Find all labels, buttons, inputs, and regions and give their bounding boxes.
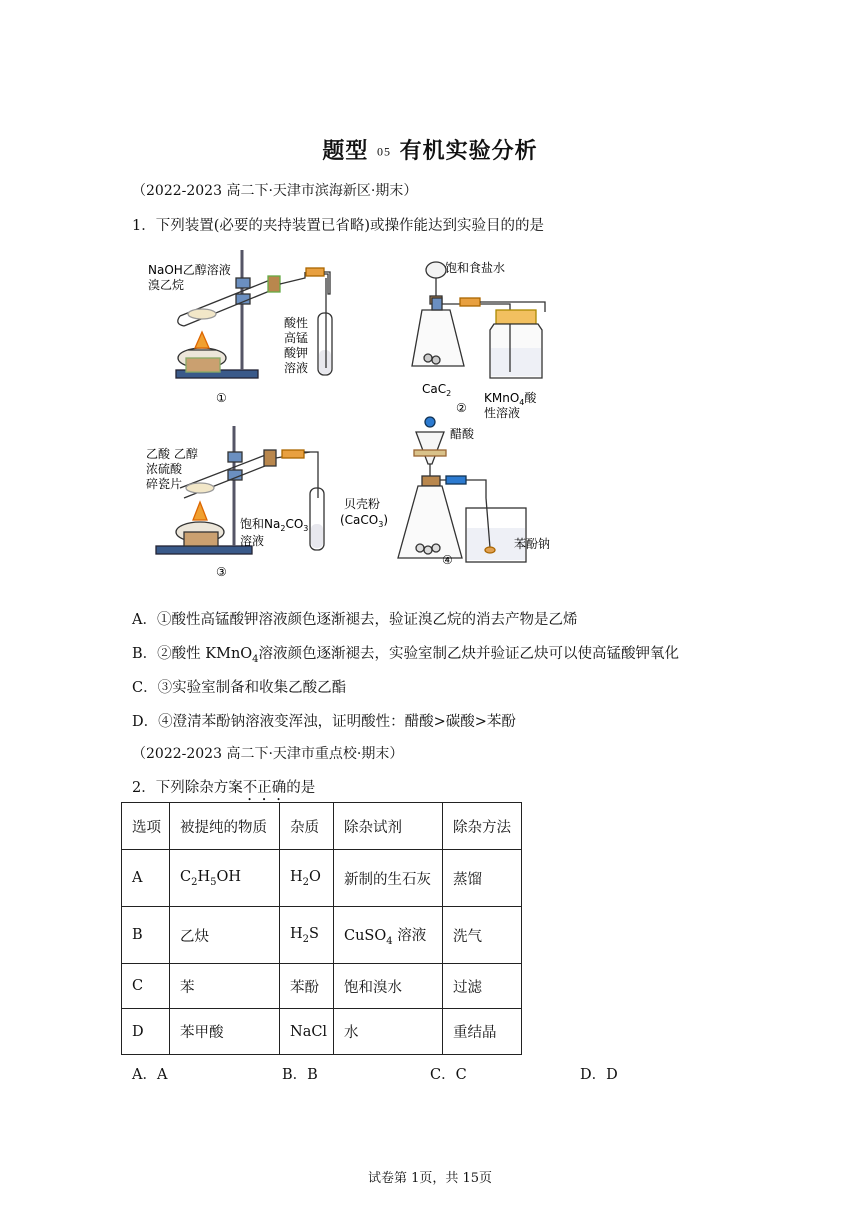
d1-label-6: 溶液 (284, 361, 309, 375)
table-cell: B (122, 907, 170, 964)
q2-answer-b: B．B (282, 1067, 318, 1083)
d2-label-1: 饱和食盐水 (445, 261, 506, 275)
d4-mark: ④ (442, 553, 453, 567)
q1-option-c: C．③实验室制备和收集乙酸乙酯 (132, 680, 347, 696)
table-header: 被提纯的物质 (170, 803, 280, 850)
table-row (122, 907, 522, 964)
table-cell: 蒸馏 (443, 850, 522, 907)
d4-label-3: (CaCO$_3$) (340, 513, 389, 529)
table-row (122, 964, 522, 1009)
d4-label-1: 醋酸 (450, 427, 475, 441)
table-header: 杂质 (280, 803, 334, 850)
table-cell: 苯 (170, 964, 280, 1009)
q2-answer-d: D．D (580, 1067, 618, 1083)
table-cell: 苯酚 (280, 964, 334, 1009)
table-header: 选项 (122, 803, 170, 850)
table-cell: $C_2H_5OH$ (170, 850, 280, 907)
d1-label-4: 高锰 (284, 331, 309, 345)
d1-label-5: 酸钾 (284, 346, 309, 360)
table-row (122, 1009, 522, 1055)
diagram-2 (412, 262, 545, 378)
d3-mark: ③ (216, 565, 227, 579)
table-header: 除杂方法 (443, 803, 522, 850)
d3-label-4: 饱和$Na_2CO_3$ (240, 517, 309, 533)
d2-mark: ② (456, 401, 467, 415)
table-header: 除杂试剂 (334, 803, 443, 850)
table-cell: CuSO$_4$ 溶液 (334, 907, 443, 964)
table-cell: 苯甲酸 (170, 1009, 280, 1055)
table-cell: $H_2S$ (280, 907, 334, 964)
d1-label-2: 溴乙烷 (148, 278, 185, 292)
q2-stem-emphasis: 不正确 (242, 780, 287, 796)
table-cell: NaCl (280, 1009, 334, 1055)
title-number: 05 (377, 144, 391, 159)
d2-label-2: CaC$_2$ (422, 382, 452, 398)
q2-source: （2022-2023 高二下·天津市重点校·期末） (132, 746, 404, 762)
q1-option-b: B．②酸性 KMnO$_4$溶液颜色逐渐褪去，实验室制乙炔并验证乙炔可以使高锰酸钾氧化 (132, 646, 680, 665)
d4-label-2: 贝壳粉 (344, 497, 381, 511)
d2-label-4: 性溶液 (484, 406, 521, 420)
table-cell: D (122, 1009, 170, 1055)
table-cell: 洗气 (443, 907, 522, 964)
table-cell: 新制的生石灰 (334, 850, 443, 907)
table-cell: A (122, 850, 170, 907)
d4-label-4: 苯酚钠 (514, 537, 551, 551)
d2-label-3: KMnO$_4$酸 (484, 391, 537, 407)
table-cell: C (122, 964, 170, 1009)
table-cell: 过滤 (443, 964, 522, 1009)
d3-label-5: 溶液 (240, 534, 265, 548)
table-cell: 水 (334, 1009, 443, 1055)
q1-option-d: D．④澄清苯酚钠溶液变浑浊，证明酸性：醋酸>碳酸>苯酚 (132, 714, 516, 730)
q2-table (121, 802, 522, 1055)
d3-label-2: 浓硫酸 (146, 462, 183, 476)
table-cell: 重结晶 (443, 1009, 522, 1055)
d1-label-3: 酸性 (284, 316, 309, 330)
table-cell: 乙炔 (170, 907, 280, 964)
d3-label-3: 碎瓷片 (146, 477, 183, 491)
title-prefix: 题型 (322, 139, 369, 164)
d1-label-1: NaOH乙醇溶液 (148, 263, 231, 277)
apparatus-figure (140, 238, 570, 579)
table-cell: $H_2O$ (280, 850, 334, 907)
q1-source: （2022-2023 高二下·天津市滨海新区·期末） (132, 183, 418, 199)
q2-stem: 2．下列除杂方案不正确的是 (132, 780, 316, 796)
d1-mark: ① (216, 391, 227, 405)
q2-answer-c: C．C (430, 1067, 467, 1083)
title-suffix: 有机实验分析 (399, 139, 538, 164)
table-cell: 饱和溴水 (334, 964, 443, 1009)
d3-label-1: 乙酸 乙醇 (146, 447, 198, 461)
q1-option-a: A．①酸性高锰酸钾溶液颜色逐渐褪去，验证溴乙烷的消去产物是乙烯 (132, 612, 578, 628)
q1-stem: 1．下列装置(必要的夹持装置已省略)或操作能达到实验目的的是 (132, 218, 545, 234)
table-header-row (122, 803, 522, 850)
table-row (122, 850, 522, 907)
page-footer: 试卷第 1页，共 15页 (367, 1171, 493, 1186)
page-title (0, 134, 860, 165)
q2-answer-a: A．A (132, 1067, 168, 1083)
